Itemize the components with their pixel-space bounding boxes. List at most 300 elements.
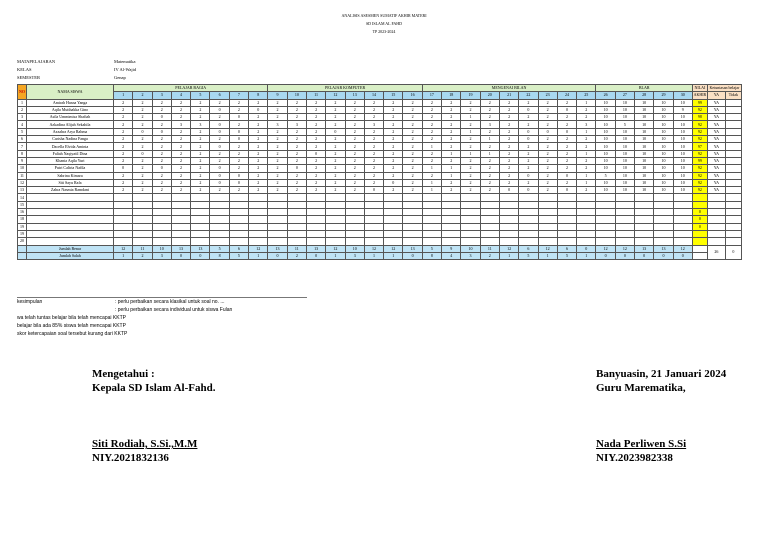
score-cell: 2 bbox=[499, 165, 518, 172]
score-cell: 10 bbox=[615, 114, 634, 121]
ketuntasan-tidak bbox=[725, 136, 741, 143]
question-number: 21 bbox=[499, 92, 518, 99]
score-cell: 2 bbox=[229, 150, 248, 157]
score-cell: 2 bbox=[114, 187, 133, 194]
score-cell: 10 bbox=[635, 157, 654, 164]
student-name bbox=[27, 216, 114, 223]
score-cell: 2 bbox=[249, 114, 268, 121]
score-cell: 10 bbox=[596, 165, 615, 172]
score-cell bbox=[345, 194, 364, 201]
student-no: 8 bbox=[18, 150, 27, 157]
score-cell: 2 bbox=[268, 150, 287, 157]
score-cell: 2 bbox=[326, 165, 345, 172]
score-cell bbox=[461, 238, 480, 245]
score-cell: 2 bbox=[152, 106, 171, 113]
score-cell: 2 bbox=[461, 165, 480, 172]
score-cell: 2 bbox=[442, 143, 461, 150]
jumlah-salah-cell: 2 bbox=[480, 252, 499, 259]
score-cell: 10 bbox=[635, 106, 654, 113]
score-cell: 2 bbox=[538, 150, 557, 157]
jumlah-salah-cell: 0 bbox=[171, 252, 190, 259]
jumlah-salah-cell: 2 bbox=[287, 252, 306, 259]
score-cell: 2 bbox=[249, 150, 268, 157]
score-cell: 2 bbox=[364, 179, 383, 186]
final-score: 92 bbox=[692, 136, 707, 143]
score-cell: 2 bbox=[191, 150, 210, 157]
score-cell: 0 bbox=[519, 172, 538, 179]
score-cell bbox=[345, 209, 364, 216]
score-cell: 2 bbox=[538, 179, 557, 186]
score-cell: 1 bbox=[577, 172, 596, 179]
score-cell: 3 bbox=[364, 121, 383, 128]
score-cell: 2 bbox=[133, 106, 152, 113]
score-cell: 0 bbox=[114, 165, 133, 172]
score-cell: 10 bbox=[635, 121, 654, 128]
question-number: 26 bbox=[596, 92, 615, 99]
jumlah-salah-cell: 1 bbox=[364, 252, 383, 259]
table-row bbox=[18, 114, 742, 121]
score-cell bbox=[287, 223, 306, 230]
jumlah-benar-cell: 13 bbox=[403, 245, 422, 252]
score-cell: 2 bbox=[268, 157, 287, 164]
score-cell: 2 bbox=[287, 136, 306, 143]
jumlah-salah-cell: 1 bbox=[326, 252, 345, 259]
score-cell bbox=[364, 209, 383, 216]
score-cell: 2 bbox=[191, 106, 210, 113]
score-cell: 0 bbox=[210, 143, 229, 150]
final-score: 0 bbox=[692, 216, 707, 223]
score-cell: 10 bbox=[615, 128, 634, 135]
ketuntasan-ya: YA bbox=[707, 179, 725, 186]
score-cell: 3 bbox=[480, 121, 499, 128]
score-cell: 2 bbox=[210, 99, 229, 106]
score-cell bbox=[615, 194, 634, 201]
group-header: PELAJAR BAGIA bbox=[114, 85, 268, 92]
score-cell: 1 bbox=[461, 114, 480, 121]
jumlah-benar-cell: 10 bbox=[461, 245, 480, 252]
meta-label-subject: MATAPELAJARAN bbox=[17, 59, 56, 64]
signature-left-line1: Mengetahui : bbox=[92, 368, 155, 380]
score-cell: 10 bbox=[615, 157, 634, 164]
score-cell: 2 bbox=[499, 114, 518, 121]
score-cell bbox=[268, 223, 287, 230]
score-cell bbox=[345, 201, 364, 208]
score-cell: 0 bbox=[133, 128, 152, 135]
score-cell: 2 bbox=[114, 150, 133, 157]
score-cell: 2 bbox=[229, 99, 248, 106]
score-cell: 2 bbox=[191, 165, 210, 172]
student-no: 7 bbox=[18, 143, 27, 150]
score-cell bbox=[422, 223, 441, 230]
score-cell: 2 bbox=[384, 128, 403, 135]
score-cell bbox=[152, 238, 171, 245]
score-cell: 2 bbox=[287, 128, 306, 135]
score-cell bbox=[210, 216, 229, 223]
ketuntasan-tidak bbox=[725, 172, 741, 179]
score-cell bbox=[152, 216, 171, 223]
score-cell bbox=[673, 216, 692, 223]
jumlah-benar-cell: 11 bbox=[480, 245, 499, 252]
score-cell: 2 bbox=[461, 99, 480, 106]
score-cell: 2 bbox=[403, 106, 422, 113]
ketuntasan-ya bbox=[707, 201, 725, 208]
ketuntasan-ya: YA bbox=[707, 172, 725, 179]
score-cell: 1 bbox=[480, 150, 499, 157]
score-cell bbox=[499, 223, 518, 230]
score-cell: 5 bbox=[596, 172, 615, 179]
score-cell: 2 bbox=[480, 172, 499, 179]
score-cell bbox=[171, 201, 190, 208]
score-cell: 2 bbox=[152, 172, 171, 179]
score-cell bbox=[229, 230, 248, 237]
score-cell: 10 bbox=[596, 150, 615, 157]
score-cell: 2 bbox=[229, 106, 248, 113]
jumlah-salah-row bbox=[18, 252, 742, 259]
score-cell: 2 bbox=[114, 106, 133, 113]
score-cell bbox=[596, 223, 615, 230]
ketuntasan-ya bbox=[707, 209, 725, 216]
score-cell: 2 bbox=[229, 165, 248, 172]
score-cell: 2 bbox=[557, 150, 576, 157]
score-cell: 0 bbox=[229, 114, 248, 121]
score-cell: 10 bbox=[654, 179, 673, 186]
score-cell bbox=[268, 209, 287, 216]
score-cell bbox=[480, 201, 499, 208]
score-cell: 2 bbox=[229, 143, 248, 150]
score-cell: 1 bbox=[422, 187, 441, 194]
score-cell bbox=[577, 209, 596, 216]
question-number: 15 bbox=[384, 92, 403, 99]
score-cell: 2 bbox=[114, 143, 133, 150]
student-no: 13 bbox=[18, 187, 27, 194]
ketuntasan-ya: YA bbox=[707, 143, 725, 150]
score-cell: 2 bbox=[210, 157, 229, 164]
ketuntasan-tidak bbox=[725, 99, 741, 106]
table-row bbox=[18, 121, 742, 128]
score-cell bbox=[384, 238, 403, 245]
score-cell: 2 bbox=[133, 172, 152, 179]
score-cell: 10 bbox=[654, 106, 673, 113]
table-row bbox=[18, 179, 742, 186]
score-cell bbox=[442, 216, 461, 223]
student-no: 2 bbox=[18, 106, 27, 113]
score-cell bbox=[557, 238, 576, 245]
question-number: 13 bbox=[345, 92, 364, 99]
jumlah-benar-cell: 6 bbox=[519, 245, 538, 252]
score-cell: 2 bbox=[326, 114, 345, 121]
signature-left-nip: NIY.2021832136 bbox=[92, 452, 169, 464]
jumlah-salah-cell: 0 bbox=[615, 252, 634, 259]
score-cell: 9 bbox=[673, 106, 692, 113]
score-cell bbox=[557, 194, 576, 201]
question-number: 28 bbox=[635, 92, 654, 99]
score-cell bbox=[268, 230, 287, 237]
jumlah-benar-cell: 0 bbox=[577, 245, 596, 252]
signature-right-line2: Guru Marematika, bbox=[596, 382, 686, 394]
score-cell bbox=[191, 201, 210, 208]
score-cell: 2 bbox=[384, 157, 403, 164]
score-cell: 10 bbox=[615, 143, 634, 150]
ketuntasan-ya: YA bbox=[707, 114, 725, 121]
score-cell bbox=[480, 223, 499, 230]
score-cell bbox=[171, 209, 190, 216]
score-cell bbox=[171, 230, 190, 237]
score-cell: 2 bbox=[403, 150, 422, 157]
student-name bbox=[27, 201, 114, 208]
student-name: Aqila Mutthakka Gino bbox=[27, 106, 114, 113]
score-cell bbox=[635, 238, 654, 245]
jumlah-benar-cell: 5 bbox=[422, 245, 441, 252]
score-cell: 2 bbox=[519, 143, 538, 150]
ketuntasan-tidak bbox=[725, 230, 741, 237]
score-cell bbox=[442, 223, 461, 230]
score-cell: 0 bbox=[210, 179, 229, 186]
note-3: skor ketercapaian soal tersebut kurang dari KKTP bbox=[17, 331, 128, 337]
score-cell: 10 bbox=[596, 136, 615, 143]
score-cell: 2 bbox=[384, 143, 403, 150]
question-number: 9 bbox=[268, 92, 287, 99]
score-cell: 1 bbox=[442, 172, 461, 179]
score-cell bbox=[114, 238, 133, 245]
meta-value-subject: Matematika bbox=[114, 59, 136, 64]
jumlah-salah-cell: 4 bbox=[442, 252, 461, 259]
score-cell: 10 bbox=[654, 143, 673, 150]
score-cell bbox=[403, 201, 422, 208]
score-cell bbox=[557, 201, 576, 208]
score-cell: 2 bbox=[171, 179, 190, 186]
final-score: 97 bbox=[692, 143, 707, 150]
group-header: MENGENAI BILAN bbox=[422, 85, 596, 92]
final-score: 92 bbox=[692, 150, 707, 157]
score-cell: 2 bbox=[461, 157, 480, 164]
score-cell: 10 bbox=[635, 99, 654, 106]
score-cell: 2 bbox=[171, 187, 190, 194]
score-cell: 2 bbox=[249, 121, 268, 128]
score-cell: 2 bbox=[268, 106, 287, 113]
student-no: 6 bbox=[18, 136, 27, 143]
score-cell: 2 bbox=[422, 128, 441, 135]
meta-label-semester: SEMESTER bbox=[17, 75, 41, 80]
jumlah-benar-cell: 11 bbox=[133, 245, 152, 252]
ketuntasan-tidak bbox=[725, 114, 741, 121]
report-title: ANALISIS ASESMEN SUMATIF AKHIR MATERI bbox=[341, 13, 427, 18]
score-cell bbox=[654, 194, 673, 201]
score-cell: 2 bbox=[114, 99, 133, 106]
score-cell: 0 bbox=[152, 114, 171, 121]
score-cell bbox=[364, 238, 383, 245]
score-cell: 10 bbox=[635, 136, 654, 143]
score-cell bbox=[442, 201, 461, 208]
score-cell bbox=[596, 194, 615, 201]
score-cell: 2 bbox=[287, 99, 306, 106]
score-cell bbox=[615, 216, 634, 223]
score-cell bbox=[384, 216, 403, 223]
score-cell bbox=[577, 230, 596, 237]
score-cell: 2 bbox=[249, 187, 268, 194]
question-number: 27 bbox=[615, 92, 634, 99]
score-cell: 2 bbox=[538, 187, 557, 194]
score-cell: 2 bbox=[538, 172, 557, 179]
score-cell bbox=[557, 223, 576, 230]
jumlah-salah-cell: 0 bbox=[635, 252, 654, 259]
score-cell: 2 bbox=[133, 114, 152, 121]
ketuntasan-tidak bbox=[725, 157, 741, 164]
score-cell: 2 bbox=[114, 179, 133, 186]
score-cell bbox=[114, 230, 133, 237]
score-cell bbox=[499, 201, 518, 208]
student-name: Amirah Husna Yanga bbox=[27, 99, 114, 106]
score-cell: 2 bbox=[306, 179, 325, 186]
meta-label-class: KELAS bbox=[17, 67, 32, 72]
ketuntasan-tidak bbox=[725, 143, 741, 150]
score-cell bbox=[249, 194, 268, 201]
score-cell bbox=[152, 223, 171, 230]
score-cell: 2 bbox=[499, 157, 518, 164]
score-cell: 2 bbox=[171, 165, 190, 172]
score-cell: 2 bbox=[403, 165, 422, 172]
signature-right-nip: NIY.2023982338 bbox=[596, 452, 673, 464]
score-cell: 2 bbox=[152, 150, 171, 157]
score-cell: 2 bbox=[499, 128, 518, 135]
final-score: 92 bbox=[692, 128, 707, 135]
score-cell: 2 bbox=[306, 143, 325, 150]
score-cell: 10 bbox=[615, 165, 634, 172]
score-cell bbox=[287, 238, 306, 245]
jumlah-benar-cell: 6 bbox=[229, 245, 248, 252]
score-cell: 2 bbox=[171, 106, 190, 113]
score-cell bbox=[326, 209, 345, 216]
score-cell: 2 bbox=[249, 128, 268, 135]
score-cell: 10 bbox=[596, 187, 615, 194]
score-table bbox=[17, 84, 742, 260]
score-cell: 0 bbox=[210, 165, 229, 172]
score-cell: 2 bbox=[384, 172, 403, 179]
score-cell: 0 bbox=[538, 128, 557, 135]
score-cell: 2 bbox=[171, 128, 190, 135]
blank-cell bbox=[692, 252, 707, 259]
score-cell: 2 bbox=[499, 106, 518, 113]
score-cell: 0 bbox=[306, 150, 325, 157]
score-cell: 10 bbox=[673, 128, 692, 135]
student-no: 15 bbox=[18, 201, 27, 208]
score-cell: 2 bbox=[133, 165, 152, 172]
score-cell bbox=[557, 230, 576, 237]
score-cell: 2 bbox=[480, 157, 499, 164]
score-cell: 2 bbox=[114, 136, 133, 143]
score-cell: 0 bbox=[519, 128, 538, 135]
score-cell: 2 bbox=[557, 99, 576, 106]
score-cell bbox=[422, 238, 441, 245]
final-score bbox=[692, 201, 707, 208]
score-cell: 0 bbox=[229, 172, 248, 179]
score-cell: 10 bbox=[596, 99, 615, 106]
signature-left bbox=[92, 367, 215, 395]
conclusion-line-2: : perlu perbaikan secara individual untuk siswa Fulan bbox=[115, 307, 233, 313]
question-number: 3 bbox=[152, 92, 171, 99]
score-cell bbox=[403, 230, 422, 237]
score-cell: 2 bbox=[133, 143, 152, 150]
col-ket-ya: YA bbox=[707, 92, 725, 99]
score-cell: 2 bbox=[538, 121, 557, 128]
table-row bbox=[18, 143, 742, 150]
score-cell: 2 bbox=[384, 150, 403, 157]
score-cell: 2 bbox=[480, 143, 499, 150]
score-cell: 2 bbox=[326, 187, 345, 194]
score-cell: 10 bbox=[635, 179, 654, 186]
score-cell bbox=[480, 238, 499, 245]
student-name bbox=[27, 194, 114, 201]
score-cell: 2 bbox=[345, 165, 364, 172]
score-cell: 2 bbox=[577, 187, 596, 194]
score-cell: 2 bbox=[403, 179, 422, 186]
score-cell bbox=[114, 216, 133, 223]
score-cell bbox=[210, 201, 229, 208]
score-cell bbox=[654, 209, 673, 216]
score-cell: 0 bbox=[249, 106, 268, 113]
jumlah-benar-cell: 6 bbox=[557, 245, 576, 252]
score-cell bbox=[306, 230, 325, 237]
score-cell: 1 bbox=[577, 179, 596, 186]
score-cell: 2 bbox=[480, 99, 499, 106]
score-cell: 10 bbox=[673, 121, 692, 128]
score-cell: 2 bbox=[538, 136, 557, 143]
score-cell: 2 bbox=[326, 121, 345, 128]
jumlah-salah-cell: 1 bbox=[577, 252, 596, 259]
score-cell bbox=[519, 201, 538, 208]
score-cell: 1 bbox=[577, 99, 596, 106]
score-cell bbox=[306, 201, 325, 208]
score-cell bbox=[442, 194, 461, 201]
score-cell: 2 bbox=[403, 157, 422, 164]
score-cell: 10 bbox=[654, 136, 673, 143]
score-cell: 3 bbox=[191, 121, 210, 128]
final-score bbox=[692, 238, 707, 245]
score-cell bbox=[654, 216, 673, 223]
score-cell: 1 bbox=[422, 165, 441, 172]
score-cell: 2 bbox=[249, 179, 268, 186]
final-score: 92 bbox=[692, 121, 707, 128]
score-cell: 2 bbox=[133, 187, 152, 194]
score-cell bbox=[306, 194, 325, 201]
ketuntasan-ya bbox=[707, 223, 725, 230]
score-cell bbox=[384, 194, 403, 201]
col-nilai-sub: AKHIR bbox=[693, 92, 707, 98]
score-cell bbox=[673, 223, 692, 230]
score-cell bbox=[635, 223, 654, 230]
score-cell bbox=[191, 194, 210, 201]
score-cell bbox=[519, 230, 538, 237]
score-cell: 1 bbox=[461, 150, 480, 157]
score-cell bbox=[461, 194, 480, 201]
score-cell: 10 bbox=[635, 114, 654, 121]
score-cell: 2 bbox=[480, 106, 499, 113]
table-row-empty bbox=[18, 238, 742, 245]
score-cell: 2 bbox=[403, 143, 422, 150]
score-cell: 10 bbox=[635, 187, 654, 194]
ketuntasan-tidak bbox=[725, 128, 741, 135]
score-cell: 2 bbox=[538, 106, 557, 113]
score-cell: 2 bbox=[171, 157, 190, 164]
score-cell: 2 bbox=[557, 179, 576, 186]
score-cell bbox=[384, 209, 403, 216]
score-cell: 2 bbox=[210, 114, 229, 121]
meta-value-class: IV Al-Wajid bbox=[114, 67, 137, 72]
score-cell: 2 bbox=[538, 143, 557, 150]
score-cell: 2 bbox=[538, 157, 557, 164]
score-cell: 10 bbox=[615, 187, 634, 194]
student-no: 3 bbox=[18, 114, 27, 121]
jumlah-salah-cell: 1 bbox=[114, 252, 133, 259]
